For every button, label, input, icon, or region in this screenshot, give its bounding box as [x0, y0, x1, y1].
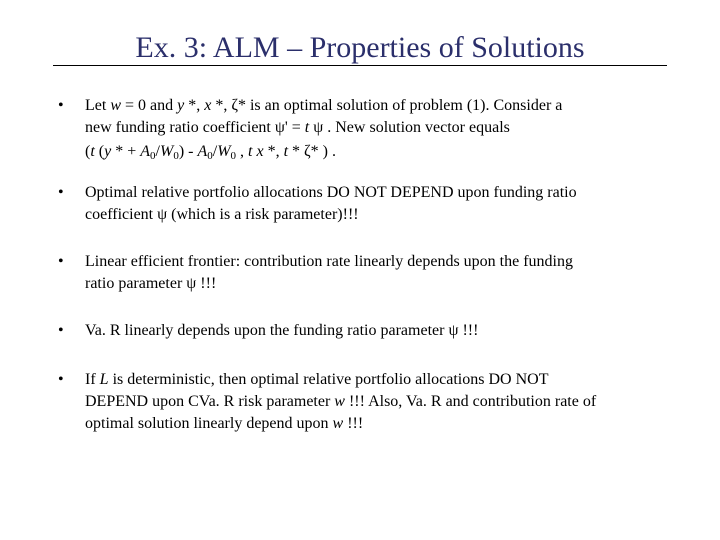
bullet-marker: •: [58, 371, 64, 388]
bullet-marker: •: [58, 184, 64, 201]
bullet-4-line-1: Va. R linearly depends upon the funding ratio parameter ψ !!!: [85, 322, 479, 339]
bullet-2-line-2: coefficient ψ (which is a risk parameter)!!!: [85, 206, 359, 223]
bullet-1-line-1: Let w = 0 and y *, x *, ζ* is an optimal solution of problem (1). Consider a: [85, 97, 563, 114]
bullet-1-line-3: (t (y * + $A_0/W_0) - A_0/W_0$ , t x *, t * ζ* ) .: [85, 143, 336, 162]
bullet-5-line-2: DEPEND upon CVa. R risk parameter w !!! Also, Va. R and contribution rate of: [85, 393, 597, 410]
bullet-marker: •: [58, 253, 64, 270]
bullet-5-line-1: If L is deterministic, then optimal relative portfolio allocations DO NOT: [85, 371, 549, 388]
bullet-item-2: [85, 182, 685, 226]
bullet-marker: •: [58, 322, 64, 339]
bullet-item-3: [85, 251, 685, 295]
bullet-item-4: [85, 320, 685, 342]
bullet-3-line-2: ratio parameter ψ !!!: [85, 275, 217, 292]
bullet-item-1: [85, 95, 685, 163]
bullet-marker: •: [58, 97, 64, 114]
bullet-3-line-1: Linear efficient frontier: contribution rate linearly depends upon the funding: [85, 253, 573, 270]
bullet-5-line-3: optimal solution linearly depend upon w !!!: [85, 415, 364, 432]
title-divider: [53, 65, 667, 66]
bullet-2-line-1: Optimal relative portfolio allocations DO NOT DEPEND upon funding ratio: [85, 184, 577, 201]
bullet-item-5: [85, 369, 685, 435]
slide-title: Ex. 3: ALM – Properties of Solutions: [135, 31, 585, 64]
bullet-1-line-2: new funding ratio coefficient ψ' = t ψ . New solution vector equals: [85, 119, 510, 136]
